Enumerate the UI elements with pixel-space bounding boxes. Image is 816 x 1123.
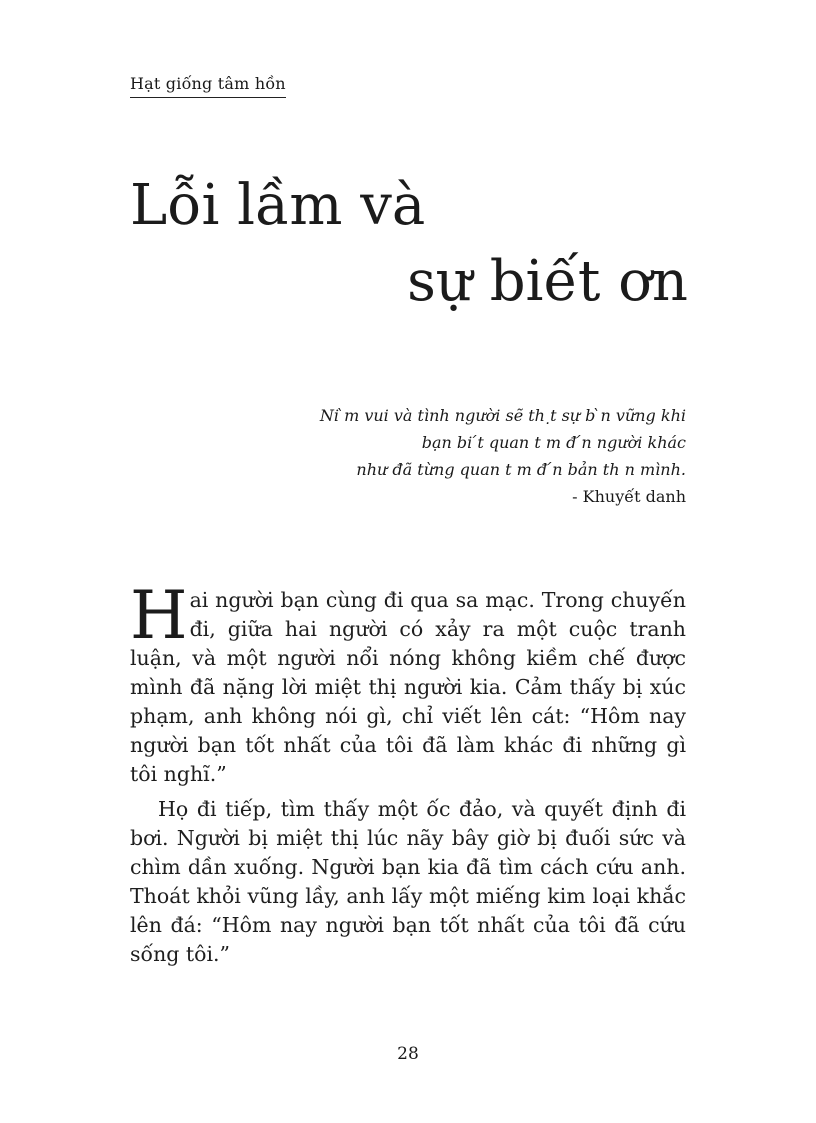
chapter-title-line-2: sự biết ơn — [407, 249, 688, 314]
chapter-title-line-1: Lỗi lầm và — [130, 173, 426, 238]
running-header: Hạt giống tâm hồn — [130, 74, 286, 98]
epigraph — [220, 402, 686, 510]
story-paragraph-1-text: ai người bạn cùng đi qua sa mạc. Trong chuyến đi, giữa hai người có xảy ra một cuộc tranh luận, và một người nổi nóng không kiềm chế được mình đã nặng lời miệt thị người kia. Cảm thấy bị xúc phạm, anh không nói gì, chỉ viết lên cát: “Hôm nay người bạn tốt nhất của tôi đã làm khác đi những gì tôi nghĩ.” — [130, 588, 686, 786]
epigraph-line-1: Ni ̀m vui và tình người sẽ th ̣t sự b ̀n vững khi — [319, 406, 686, 425]
page-number: 28 — [397, 1044, 419, 1064]
epigraph-line-3: như đã từng quan t m đ ́n bản th n mình. — [356, 460, 686, 479]
drop-cap: H — [130, 577, 188, 654]
story-paragraph-1 — [130, 577, 686, 789]
chapter-title — [130, 168, 690, 320]
epigraph-author: - Khuyết danh — [572, 487, 686, 506]
story-paragraph-2: Họ đi tiếp, tìm thấy một ốc đảo, và quyết định đi bơi. Người bị miệt thị lúc nãy bây giờ bị đuối sức và chìm dần xuống. Người bạn kia đã tìm cách cứu anh. Thoát khỏi vũng lầy, anh lấy một miếng kim loại khắc lên đá: “Hôm nay người bạn tốt nhất của tôi đã cứu sống tôi.” — [130, 797, 686, 966]
story-body — [130, 577, 686, 969]
epigraph-line-2: bạn bi ́t quan t m đ ́n người khác — [421, 433, 686, 452]
